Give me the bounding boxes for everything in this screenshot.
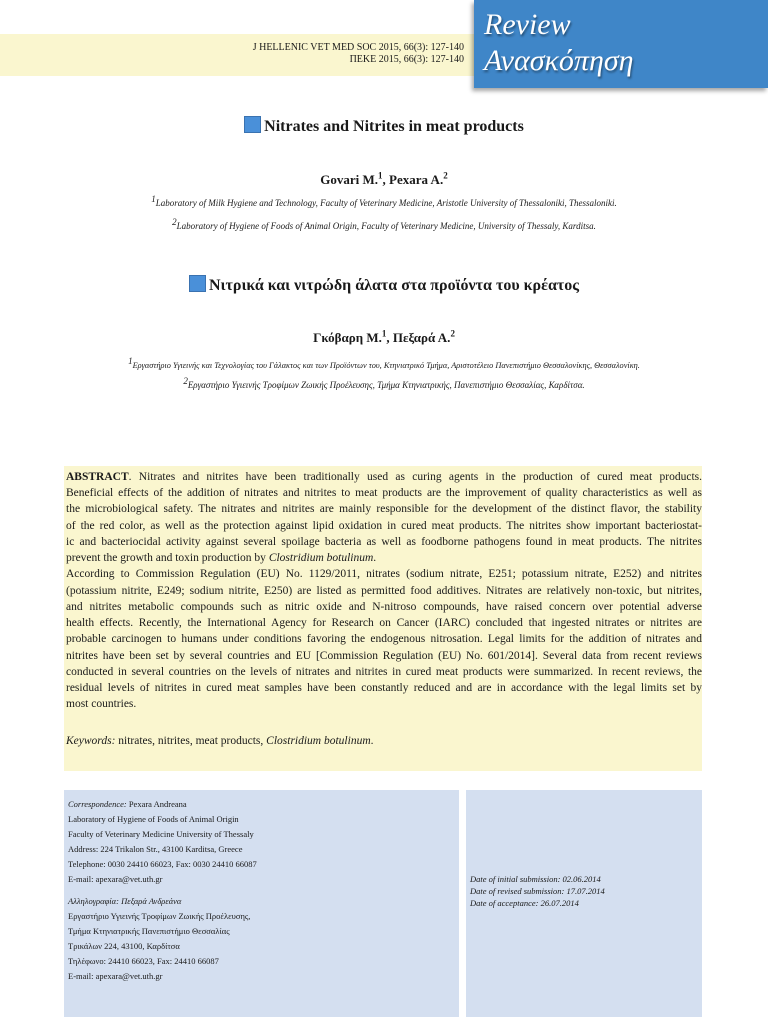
author-1-sup: 1 bbox=[378, 170, 383, 181]
correspondence-email[interactable]: E-mail: apexara@vet.uth.gr bbox=[68, 971, 163, 981]
correspondence-name: Pexara Andreana bbox=[126, 799, 187, 809]
keywords-label: Keywords: bbox=[66, 735, 116, 747]
greek-title-block bbox=[0, 275, 768, 295]
greek-title: Νιτρικά και νιτρώδη άλατα στα προϊόντα του κρέατος bbox=[209, 277, 579, 294]
abstract-line: health effects. Recently, the International Agency for Research on Cancer (IARC) concluded that ingested nitrates or nitrites are bbox=[66, 617, 702, 629]
abstract-line: probable carcinogen to humans under conditions favoring the endogenous nitrosation. Legal limits for the addition of nitrates and bbox=[66, 633, 702, 645]
english-affiliation-1 bbox=[0, 194, 768, 208]
correspondence-email[interactable]: E-mail: apexara@vet.uth.gr bbox=[68, 874, 163, 884]
greek-affiliation-1 bbox=[0, 356, 768, 370]
author-separator: , bbox=[386, 330, 393, 345]
english-affiliation-2 bbox=[0, 217, 768, 231]
correspondence-label: Correspondence: bbox=[68, 799, 127, 809]
keywords-line bbox=[66, 733, 702, 749]
abstract-line bbox=[66, 550, 702, 566]
affiliation-2-sup: 2 bbox=[183, 376, 188, 386]
author-2-sup: 2 bbox=[443, 170, 448, 181]
organism-name: Clostridium botulinum bbox=[268, 552, 374, 564]
abstract-line: of the red color, as well as the protection against lipid oxidation in cured meat products. The nitrites show important bacteriostat- bbox=[66, 520, 702, 532]
affiliation-1-text: Εργαστήριο Υγιεινής και Τεχνολογίας του Γάλακτος και των Προϊόντων του, Κτηνιατρικό Τμήμα, Αριστοτέλειο Πανεπιστήμιο Θεσσαλονίκης, Θεσσαλονίκη. bbox=[132, 361, 640, 370]
author-2-sup: 2 bbox=[450, 328, 455, 339]
english-title: Nitrates and Nitrites in meat products bbox=[264, 118, 524, 135]
author-1: Govari M. bbox=[320, 172, 379, 187]
author-separator: , bbox=[382, 172, 390, 187]
date-acceptance: Date of acceptance: 26.07.2014 bbox=[470, 898, 579, 908]
abstract-line: nitrites have been set by several countries and EU [Commission Regulation (EU) No. 601/2014]. Several data from recent reviews bbox=[66, 650, 702, 662]
abstract-line: (potassium nitrite, E249; sodium nitrite, E250) are listed as permitted food additives. Nitrates are relatively non-toxic, but nitrites, bbox=[66, 585, 702, 597]
affiliation-1-text: Laboratory of Milk Hygiene and Technology, Faculty of Veterinary Medicine, Aristotle University of Thessaloniki, Thessaloniki. bbox=[155, 198, 617, 208]
abstract-line: According to Commission Regulation (EU) No. 1129/2011, nitrates (sodium nitrate, E251; potassium nitrate, E252) and nitrites bbox=[66, 568, 702, 580]
keywords-end: . bbox=[370, 735, 374, 747]
abstract-label: ABSTRACT bbox=[66, 471, 129, 483]
abstract-line: Beneficial effects of the addition of nitrates and nitrites to meat products are the improvement of quality characteristics as well as bbox=[66, 487, 702, 499]
correspondence-line: Εργαστήριο Υγιεινής Τροφίμων Ζωικής Προέλευσης, bbox=[68, 911, 251, 921]
keywords-organism: Clostridium botulinum bbox=[266, 735, 371, 747]
greek-affiliation-2 bbox=[0, 376, 768, 390]
english-authors bbox=[0, 172, 768, 188]
correspondence-line: Laboratory of Hygiene of Foods of Animal Origin bbox=[68, 814, 239, 824]
english-title-block bbox=[0, 116, 768, 136]
review-banner bbox=[474, 0, 768, 88]
correspondence-heading-en bbox=[68, 799, 187, 809]
citation-greek: ΠΕΚΕ 2015, 66(3): 127-140 bbox=[349, 54, 464, 65]
abstract-line: residual levels of nitrites in cured meat samples have been constantly reduced and are in accordance with the legal limits set by bbox=[66, 682, 702, 694]
abstract-line bbox=[66, 469, 702, 485]
abstract-line: most countries. bbox=[66, 698, 137, 710]
affiliation-1-sup: 1 bbox=[151, 194, 156, 204]
affiliation-2-sup: 2 bbox=[172, 217, 177, 227]
date-revised-submission: Date of revised submission: 17.07.2014 bbox=[470, 886, 605, 896]
citation-english: J HELLENIC VET MED SOC 2015, 66(3): 127-140 bbox=[252, 42, 464, 53]
affiliation-1-sup: 1 bbox=[128, 356, 133, 366]
greek-authors bbox=[0, 330, 768, 346]
correspondence-line: Τρικάλων 224, 43100, Καρδίτσα bbox=[68, 941, 180, 951]
correspondence-heading-gr bbox=[68, 896, 181, 906]
review-label-english: Review bbox=[484, 8, 571, 41]
abstract-text: . Nitrates and nitrites have been traditionally used as curing agents in the production of cured meat products. bbox=[128, 471, 702, 483]
author-2: Πεξαρά Α. bbox=[392, 330, 451, 345]
square-bullet-icon bbox=[189, 275, 206, 292]
correspondence-name: Πεξαρά Ανδρεάνα bbox=[118, 896, 182, 906]
affiliation-2-text: Εργαστήριο Υγιεινής Τροφίμων Ζωικής Προέλευσης, Τμήμα Κτηνιατρικής, Πανεπιστήμιο Θεσσαλίας, Καρδίτσα. bbox=[187, 380, 585, 390]
abstract-line: conducted in several countries on the levels of nitrates and nitrites in cured meat products were summarized. In recent reviews, the bbox=[66, 666, 702, 678]
author-1: Γκόβαρη Μ. bbox=[313, 330, 382, 345]
correspondence-line: Faculty of Veterinary Medicine University of Thessaly bbox=[68, 829, 254, 839]
affiliation-2-text: Laboratory of Hygiene of Foods of Animal Origin, Faculty of Veterinary Medicine, University of Thessaly, Karditsa. bbox=[176, 221, 596, 231]
keywords-text: nitrates, nitrites, meat products, bbox=[115, 735, 267, 747]
abstract-line: and nitrites metabolic compounds such as nitric oxide and N-nitroso compounds, have raised concern over potential adverse bbox=[66, 601, 702, 613]
abstract-line: the microbiological safety. The nitrates and nitrites are mainly responsible for the development of the distinct flavor, the stability bbox=[66, 503, 702, 515]
square-bullet-icon bbox=[244, 116, 261, 133]
author-2: Pexara A. bbox=[389, 172, 444, 187]
correspondence-line: Address: 224 Trikalon Str., 43100 Karditsa, Greece bbox=[68, 844, 243, 854]
abstract-line: ic and bacteriocidal activity against several spoilage bacteria as well as foodborne pathogens found in meat products. The nitrites bbox=[66, 536, 702, 548]
review-label-greek: Ανασκόπηση bbox=[484, 44, 634, 77]
correspondence-line: Telephone: 0030 24410 66023, Fax: 0030 24410 66087 bbox=[68, 859, 257, 869]
abstract-text: prevent the growth and toxin production by bbox=[66, 552, 269, 564]
author-1-sup: 1 bbox=[381, 328, 387, 339]
correspondence-line: Τηλέφωνο: 24410 66023, Fax: 24410 66087 bbox=[68, 956, 219, 966]
correspondence-label: Αλληλογραφία: bbox=[68, 896, 119, 906]
correspondence-line: Τμήμα Κτηνιατρικής Πανεπιστήμιο Θεσσαλίας bbox=[68, 926, 230, 936]
date-initial-submission: Date of initial submission: 02.06.2014 bbox=[470, 874, 601, 884]
period: . bbox=[373, 552, 377, 564]
